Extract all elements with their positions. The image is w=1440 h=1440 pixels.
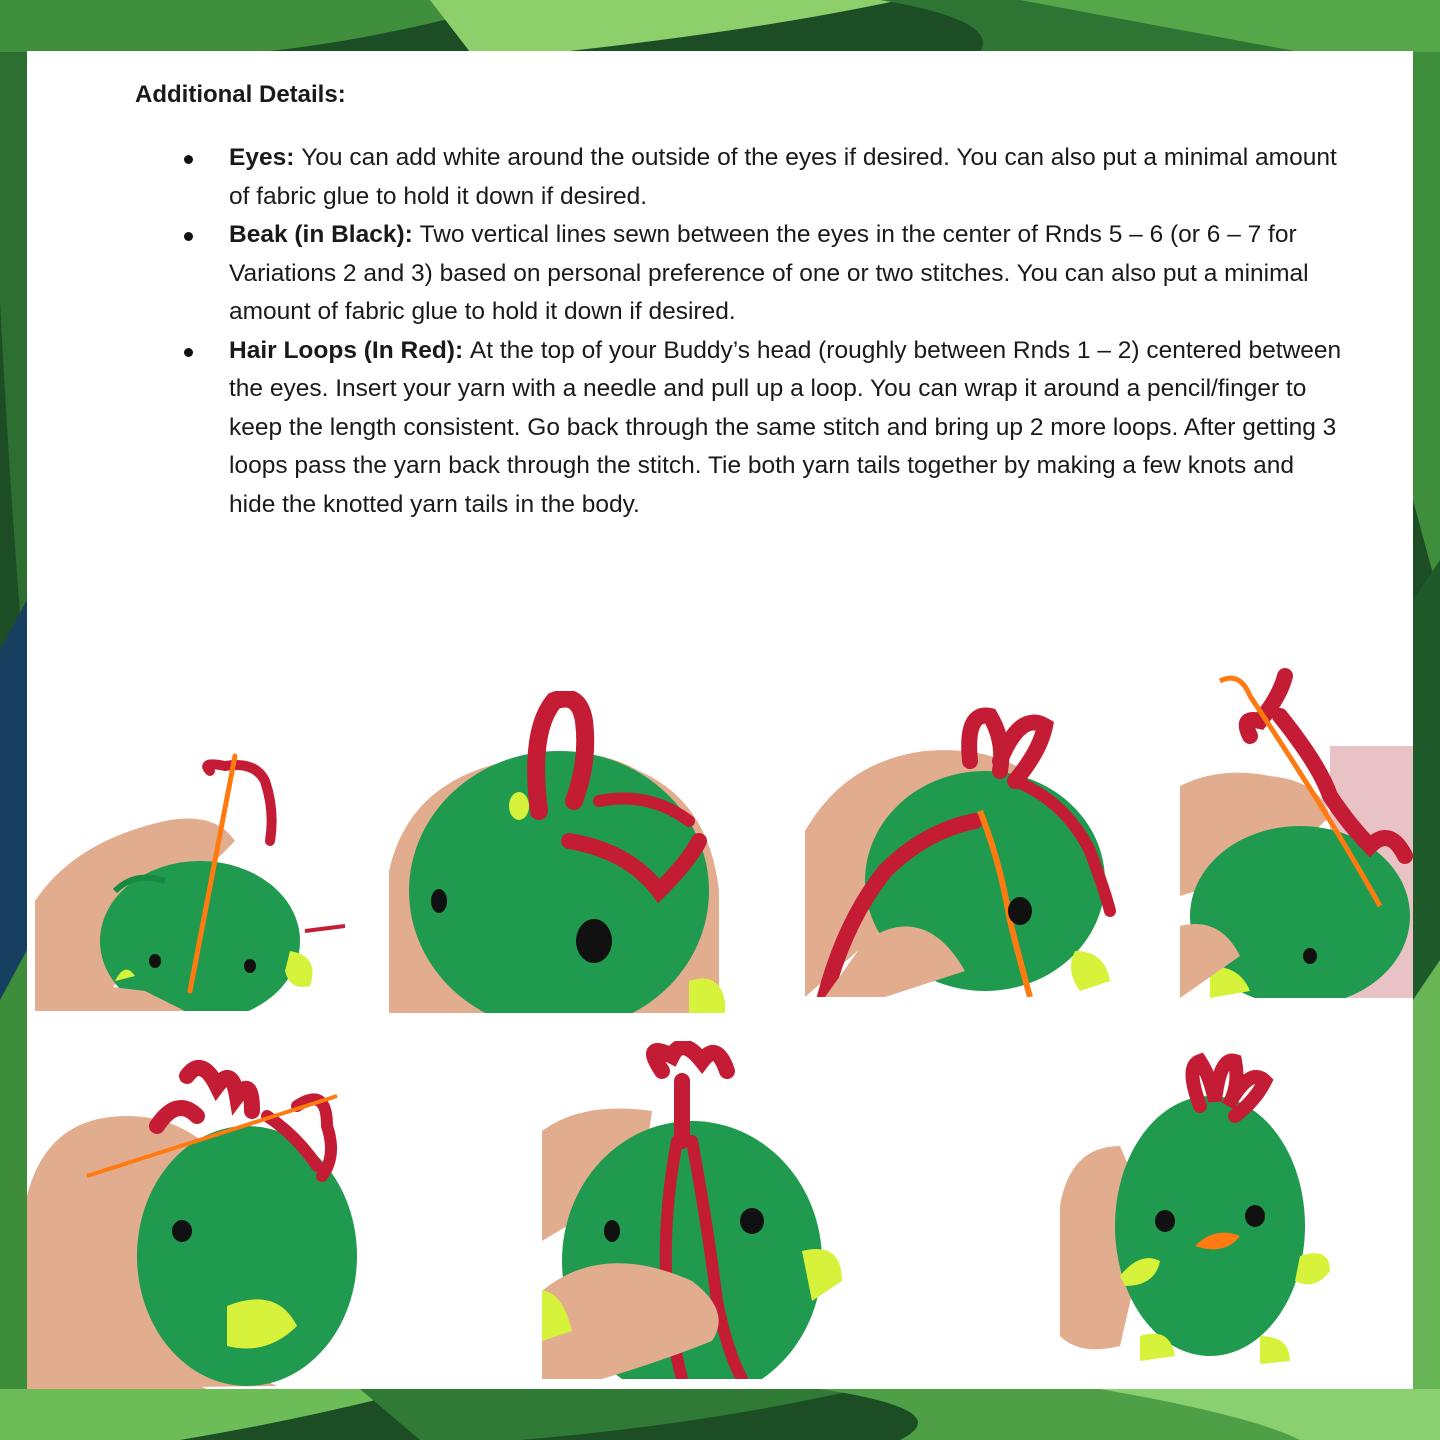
step-4-third-loop-photo [1180,666,1413,998]
step-1-needle-insert-photo [35,751,345,1011]
step-3-second-loop-photo [805,701,1121,997]
step-2-first-loop-photo [389,691,725,1013]
section-heading: Additional Details: [135,81,346,108]
pattern-page [27,51,1413,1389]
bullet-label: Hair Loops (In Red): [229,336,470,364]
list-item-eyes [177,139,1347,216]
bullet-text: Two vertical lines sewn between the eyes in the center of Rnds 5 – 6 (or 6 – 7 for Variations 2 and 3) based on personal preference of one or two stitches. You can also put a minimal amount of fabric glue to hold it down if desired. [229,221,1309,325]
list-item-hair-loops [177,332,1347,525]
bullet-text: At the top of your Buddy’s head (roughly between Rnds 1 – 2) centered between the eyes. Insert your yarn with a needle and pull up a loop. You can wrap it around a pencil/finger to keep the length consistent. Go back through the same stitch and bring up 2 more loops. After getting 3 loops pass the yarn back through the stitch. Tie both yarn tails together by making a few knots and hide the knotted yarn tails in the body. [229,336,1342,518]
bullet-dot-icon [184,155,193,164]
bullet-label: Beak (in Black): [229,221,420,248]
list-item-beak [177,216,1347,332]
step-5-loops-done-photo [27,1056,367,1389]
finished-buddy-photo [1060,1046,1335,1366]
bullet-text: You can add white around the outside of the eyes if desired. You can also put a minimal amount of fabric glue to hold it down if desired. [229,144,1337,210]
bullet-dot-icon [184,232,193,241]
bullet-dot-icon [184,348,193,357]
bullet-label: Eyes: [229,144,302,171]
step-6-tails-photo [542,1041,842,1379]
details-list [177,139,1347,524]
